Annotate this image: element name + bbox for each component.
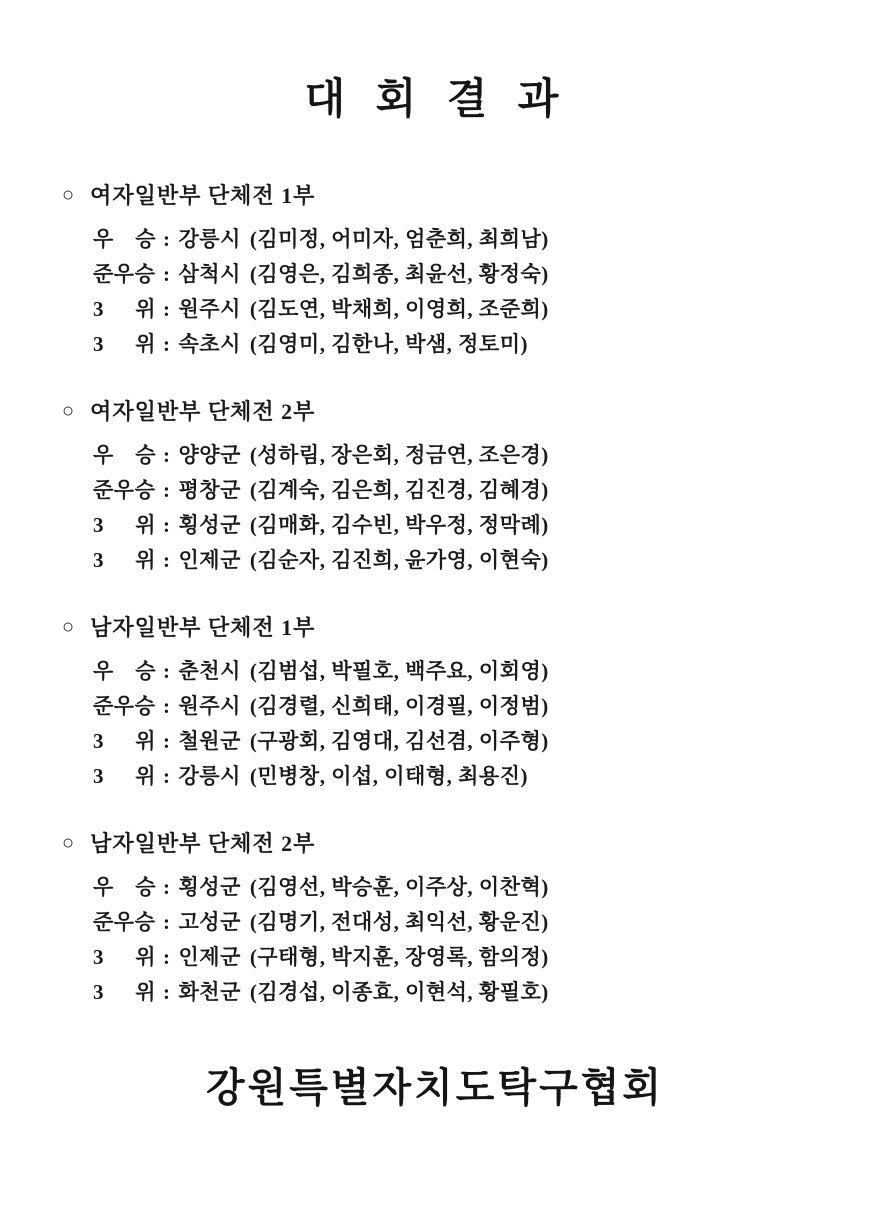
rank-label: 3 위 <box>93 332 156 356</box>
team-name: 고성군 <box>178 910 241 934</box>
colon-separator: : <box>163 659 171 683</box>
rank-label: 준우승 <box>93 262 156 286</box>
rank-label: 3 위 <box>93 945 156 969</box>
team-name: 인제군 <box>178 945 241 969</box>
result-row <box>93 438 830 473</box>
circle-bullet-icon: ○ <box>62 184 76 206</box>
section-heading-row <box>62 180 830 212</box>
result-row <box>93 327 830 362</box>
circle-bullet-icon: ○ <box>62 832 76 854</box>
team-name: 횡성군 <box>178 875 241 899</box>
team-name: 화천군 <box>178 980 241 1004</box>
team-members: (김범섭, 박필호, 백주요, 이회영) <box>249 659 549 683</box>
result-rows <box>62 870 830 1010</box>
section-heading: 여자일반부 단체전 2부 <box>90 399 316 424</box>
rank-label: 준우승 <box>93 478 156 502</box>
team-members: (김계숙, 김은희, 김진경, 김혜경) <box>249 478 549 502</box>
section-heading-row <box>62 612 830 644</box>
result-row <box>93 975 830 1010</box>
team-name: 속초시 <box>178 332 241 356</box>
team-members: (성하림, 장은회, 정금연, 조은경) <box>249 443 549 467</box>
team-name: 삼척시 <box>178 262 241 286</box>
team-members: (김경렬, 신희태, 이경필, 이정범) <box>249 694 549 718</box>
team-members: (김경섭, 이종효, 이현석, 황필호) <box>249 980 549 1004</box>
rank-label: 3 위 <box>93 729 156 753</box>
result-section <box>62 180 830 362</box>
organization-footer: 강원특별자치도탁구협회 <box>205 1065 665 1110</box>
result-row <box>93 940 830 975</box>
team-name: 원주시 <box>178 694 241 718</box>
colon-separator: : <box>163 262 171 286</box>
team-members: (김영선, 박승훈, 이주상, 이찬혁) <box>249 875 549 899</box>
colon-separator: : <box>163 980 171 1004</box>
result-rows <box>62 438 830 578</box>
page-title: 대 회 결 과 <box>304 77 566 123</box>
colon-separator: : <box>163 227 171 251</box>
team-name: 횡성군 <box>178 513 241 537</box>
rank-label: 우 승 <box>93 875 156 899</box>
result-row <box>93 292 830 327</box>
team-name: 철원군 <box>178 729 241 753</box>
result-row <box>93 508 830 543</box>
team-name: 강릉시 <box>178 227 241 251</box>
team-name: 원주시 <box>178 297 241 321</box>
sections <box>0 180 870 1010</box>
result-section <box>62 396 830 578</box>
result-section <box>62 828 830 1010</box>
result-row <box>93 759 830 794</box>
rank-label: 3 위 <box>93 548 156 572</box>
result-row <box>93 473 830 508</box>
result-rows <box>62 222 830 362</box>
rank-label: 우 승 <box>93 443 156 467</box>
team-name: 강릉시 <box>178 764 241 788</box>
result-row <box>93 257 830 292</box>
team-members: (구광회, 김영대, 김선겸, 이주형) <box>249 729 549 753</box>
rank-label: 준우승 <box>93 910 156 934</box>
rank-label: 3 위 <box>93 297 156 321</box>
section-heading-row <box>62 396 830 428</box>
colon-separator: : <box>163 694 171 718</box>
team-members: (김도연, 박채희, 이영희, 조준희) <box>249 297 549 321</box>
team-members: (민병창, 이섭, 이태형, 최용진) <box>249 764 528 788</box>
rank-label: 우 승 <box>93 227 156 251</box>
result-section <box>62 612 830 794</box>
result-row <box>93 222 830 257</box>
result-row <box>93 689 830 724</box>
section-heading-row <box>62 828 830 860</box>
section-heading: 남자일반부 단체전 1부 <box>90 615 316 640</box>
team-members: (김영은, 김희종, 최윤선, 황정숙) <box>249 262 549 286</box>
team-members: (김매화, 김수빈, 박우정, 정막례) <box>249 513 549 537</box>
result-row <box>93 654 830 689</box>
colon-separator: : <box>163 297 171 321</box>
team-members: (김명기, 전대성, 최익선, 황운진) <box>249 910 549 934</box>
colon-separator: : <box>163 443 171 467</box>
section-heading: 남자일반부 단체전 2부 <box>90 831 316 856</box>
colon-separator: : <box>163 548 171 572</box>
circle-bullet-icon: ○ <box>62 616 76 638</box>
team-members: (김순자, 김진희, 윤가영, 이현숙) <box>249 548 549 572</box>
team-members: (구태형, 박지훈, 장영록, 함의정) <box>249 945 549 969</box>
result-row <box>93 543 830 578</box>
result-row <box>93 724 830 759</box>
rank-label: 우 승 <box>93 659 156 683</box>
team-name: 양양군 <box>178 443 241 467</box>
team-name: 인제군 <box>178 548 241 572</box>
rank-label: 3 위 <box>93 980 156 1004</box>
team-name: 평창군 <box>178 478 241 502</box>
circle-bullet-icon: ○ <box>62 400 76 422</box>
colon-separator: : <box>163 478 171 502</box>
team-members: (김미정, 어미자, 엄춘희, 최희남) <box>249 227 549 251</box>
team-members: (김영미, 김한나, 박샘, 정토미) <box>249 332 528 356</box>
team-name: 춘천시 <box>178 659 241 683</box>
section-heading: 여자일반부 단체전 1부 <box>90 183 316 208</box>
colon-separator: : <box>163 513 171 537</box>
colon-separator: : <box>163 332 171 356</box>
result-rows <box>62 654 830 794</box>
colon-separator: : <box>163 945 171 969</box>
colon-separator: : <box>163 875 171 899</box>
rank-label: 3 위 <box>93 764 156 788</box>
rank-label: 3 위 <box>93 513 156 537</box>
result-row <box>93 905 830 940</box>
result-row <box>93 870 830 905</box>
colon-separator: : <box>163 729 171 753</box>
colon-separator: : <box>163 910 171 934</box>
rank-label: 준우승 <box>93 694 156 718</box>
colon-separator: : <box>163 764 171 788</box>
